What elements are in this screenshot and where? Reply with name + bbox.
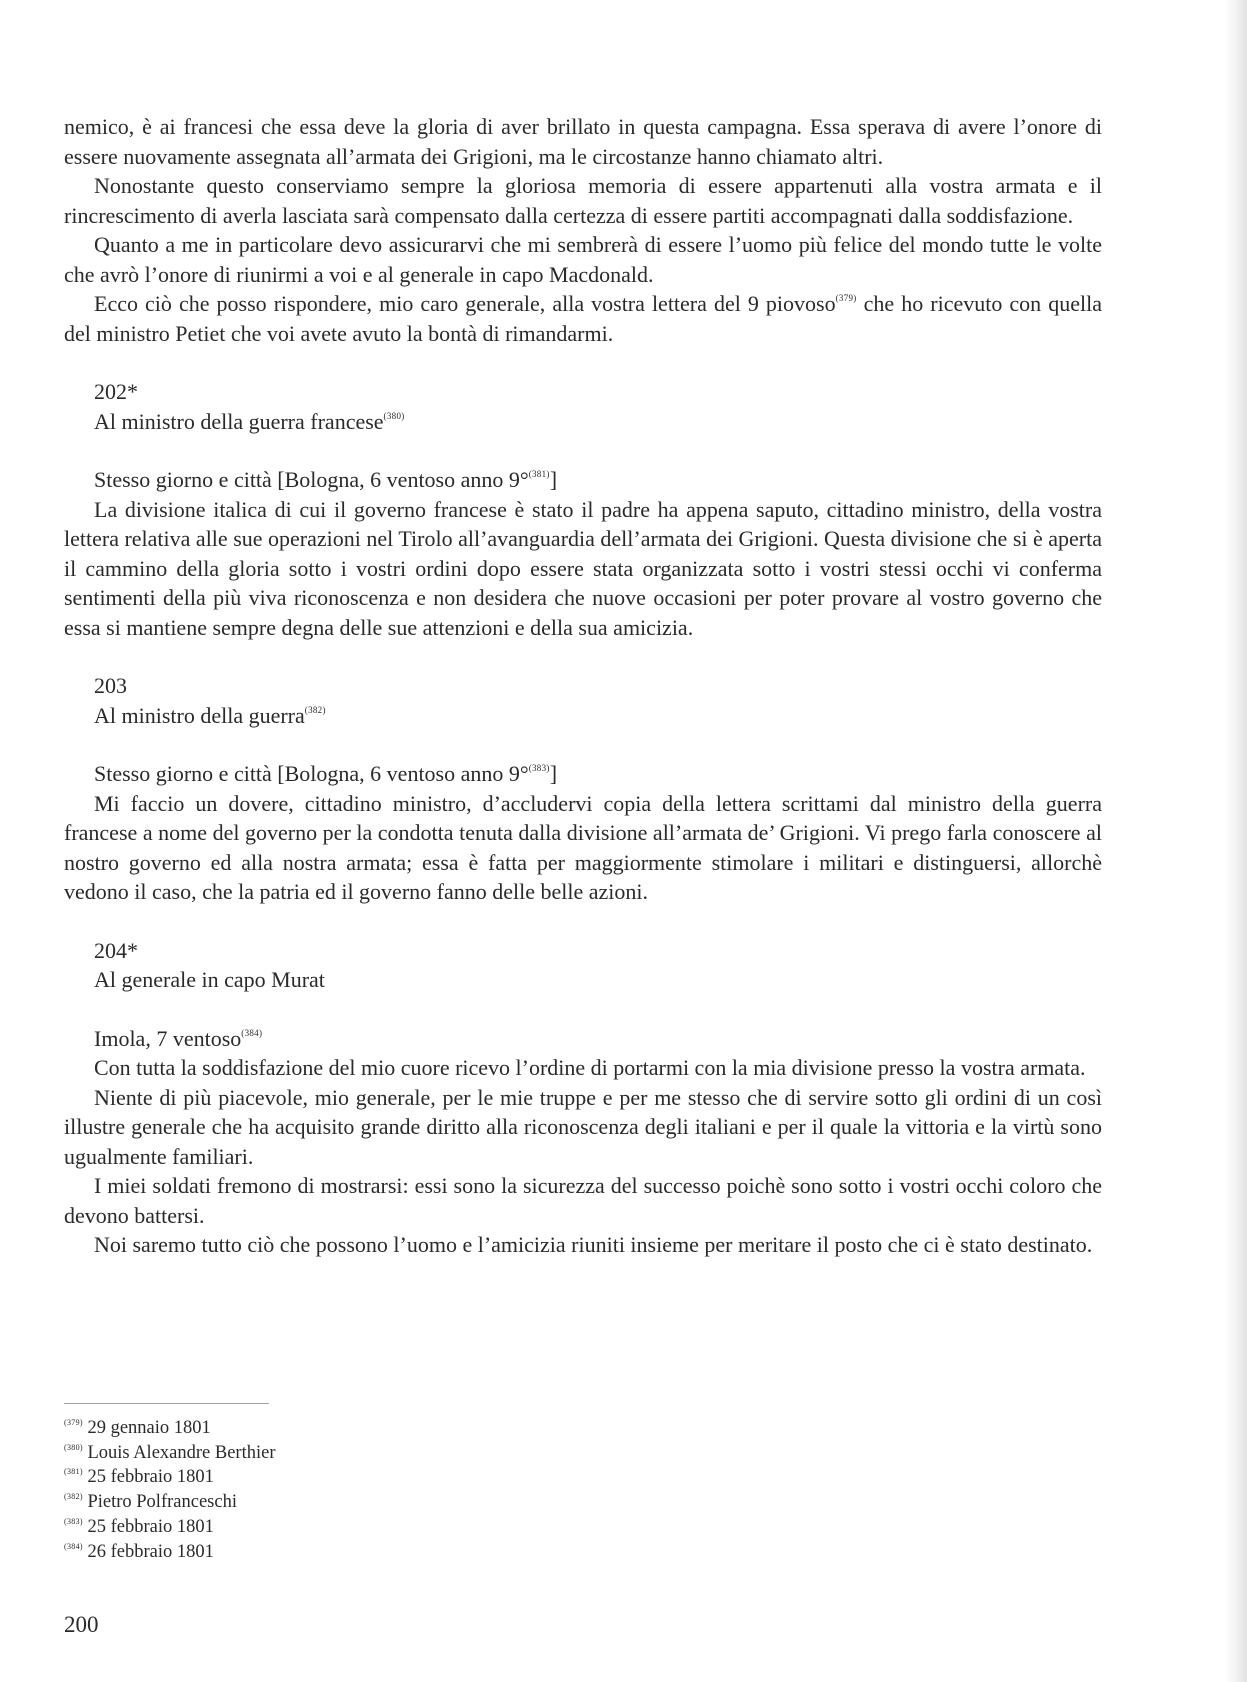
footnote: [64, 1515, 275, 1540]
footnote: [64, 1416, 275, 1441]
date-text: Imola, 7 ventoso: [94, 1025, 242, 1051]
date-text: ]: [549, 467, 558, 492]
letter-date: [64, 759, 1102, 789]
footnote-ref: (383): [528, 763, 550, 773]
letter-body: Mi faccio un dovere, cittadino ministro, d’accludervi copia della lettera scrittami dal ministro della guerra francese a nome del governo per la condotta tenuta dalla divisione all’armata de’ Grigioni. Vi prego farla conoscere al nostro governo ed alla nostra armata; essa è fatta per maggiormente stimolare i militari e distinguersi, allorchè vedono il caso, che la patria ed il governo fanno delle belle azioni.: [64, 790, 1102, 904]
spacer: [64, 730, 1102, 759]
letter-number: 202*: [94, 379, 138, 404]
footnote-ref: (381): [528, 469, 550, 479]
paragraph: [64, 289, 1102, 348]
letter-addressee: Al generale in capo Murat: [94, 967, 325, 992]
footnote-text: 25 febbraio 1801: [82, 1467, 214, 1488]
spacer: [64, 642, 1102, 671]
spacer: [64, 907, 1102, 936]
spacer: [64, 348, 1102, 377]
footnote-text: 29 gennaio 1801: [82, 1418, 211, 1438]
letter-body: Niente di più piacevole, mio generale, per le mie truppe e per me stesso che di servire sotto gli ordini di un così illustre generale che ha acquisito grande diritto alla riconoscenza degli italiani e per il quale la vittoria e la virtù sono ugualmente familiari.: [64, 1084, 1102, 1169]
paragraph-text: Ecco ciò che posso rispondere, mio caro generale, alla vostra lettera del 9 piovoso: [94, 291, 836, 316]
letter-date: [64, 1024, 1102, 1054]
footnote-number: (379): [64, 1418, 83, 1427]
paragraph: Nonostante questo conserviamo sempre la gloriosa memoria di essere appartenuti alla vostra armata e il rincrescimento di averla lasciata sarà compensato dalla certezza di essere partiti accompagnati dalla soddisfazione.: [64, 173, 1102, 228]
paragraph: Quanto a me in particolare devo assicurarvi che mi sembrerà di essere l’uomo più felice del mondo tutte le volte che avrò l’onore di riunirmi a voi e al generale in capo Macdonald.: [64, 232, 1102, 287]
letter-body: Con tutta la soddisfazione del mio cuore ricevo l’ordine di portarmi con la mia divisione presso la vostra armata.: [94, 1055, 1086, 1080]
main-text: [64, 112, 1102, 1260]
date-text: ]: [549, 761, 558, 786]
footnote-text: 26 febbraio 1801: [82, 1541, 214, 1562]
letter-number: 204*: [94, 937, 138, 963]
page-number: 200: [64, 1612, 99, 1637]
footnote-ref: (382): [304, 704, 326, 715]
footnote-ref: (380): [383, 410, 405, 421]
footnote-number: (383): [64, 1516, 83, 1526]
footnote-ref: (379): [835, 293, 857, 303]
footnote-separator: [64, 1403, 269, 1404]
footnote-text: Louis Alexandre Berthier: [82, 1442, 276, 1463]
paragraph-text: che ho ricevuto con quella del ministro Petiet che voi avete avuto la bontà di rimandarmi.: [64, 291, 1102, 346]
letter-body: I miei soldati fremono di mostrarsi: essi sono la sicurezza del successo poichè sono sotto i vostri occhi coloro che devono battersi.: [64, 1173, 1102, 1228]
footnote-text: Pietro Polfranceschi: [82, 1492, 237, 1513]
footnote-number: (382): [64, 1492, 83, 1502]
scan-edge-shadow: [1225, 0, 1247, 1682]
addressee-text: Al ministro della guerra: [94, 702, 305, 728]
footnote: [64, 1490, 275, 1515]
footnote: [64, 1540, 275, 1565]
footnote-number: (380): [64, 1442, 83, 1452]
letter-date: [64, 465, 1102, 495]
letter-number: 203: [94, 673, 127, 698]
footnotes: [64, 1416, 275, 1564]
footnote-number: (384): [64, 1541, 83, 1551]
spacer: [64, 436, 1102, 465]
footnote-number: (381): [64, 1467, 83, 1477]
letter-addressee: [64, 701, 1102, 731]
footnote: [64, 1465, 275, 1490]
spacer: [64, 995, 1102, 1024]
footnote-ref: (384): [241, 1027, 263, 1038]
paragraph-continuation: nemico, è ai francesi che essa deve la gloria di aver brillato in questa campagna. Essa sperava di avere l’onore di essere nuovamente assegnata all’armata dei Grigioni, ma le circostanze hanno chiamato altri.: [64, 114, 1102, 169]
letter-body: Noi saremo tutto ciò che possono l’uomo e l’amicizia riuniti insieme per meritare il posto che ci è stato destinato.: [94, 1232, 1093, 1257]
letter-body: La divisione italica di cui il governo francese è stato il padre ha appena saputo, cittadino ministro, della vostra lettera relativa alle sue operazioni nel Tirolo all’avanguardia dell’armata dei Grigioni. Questa divisione che si è aperta il cammino della gloria sotto i vostri ordini dopo essere stata organizzata sotto i vostri stessi occhi vi conferma sentimenti della più viva riconoscenza e non desidera che nuove occasioni per poter provare al vostro governo che essa si mantiene sempre degna delle sue attenzioni e della sua amicizia.: [64, 496, 1102, 640]
footnote: [64, 1441, 275, 1466]
letter-addressee: [64, 407, 1102, 437]
date-text: Stesso giorno e città [Bologna, 6 ventoso anno 9°: [94, 467, 529, 492]
footnote-text: 25 febbraio 1801: [82, 1516, 214, 1537]
addressee-text: Al ministro della guerra francese: [94, 408, 384, 434]
date-text: Stesso giorno e città [Bologna, 6 ventoso anno 9°: [94, 761, 529, 786]
